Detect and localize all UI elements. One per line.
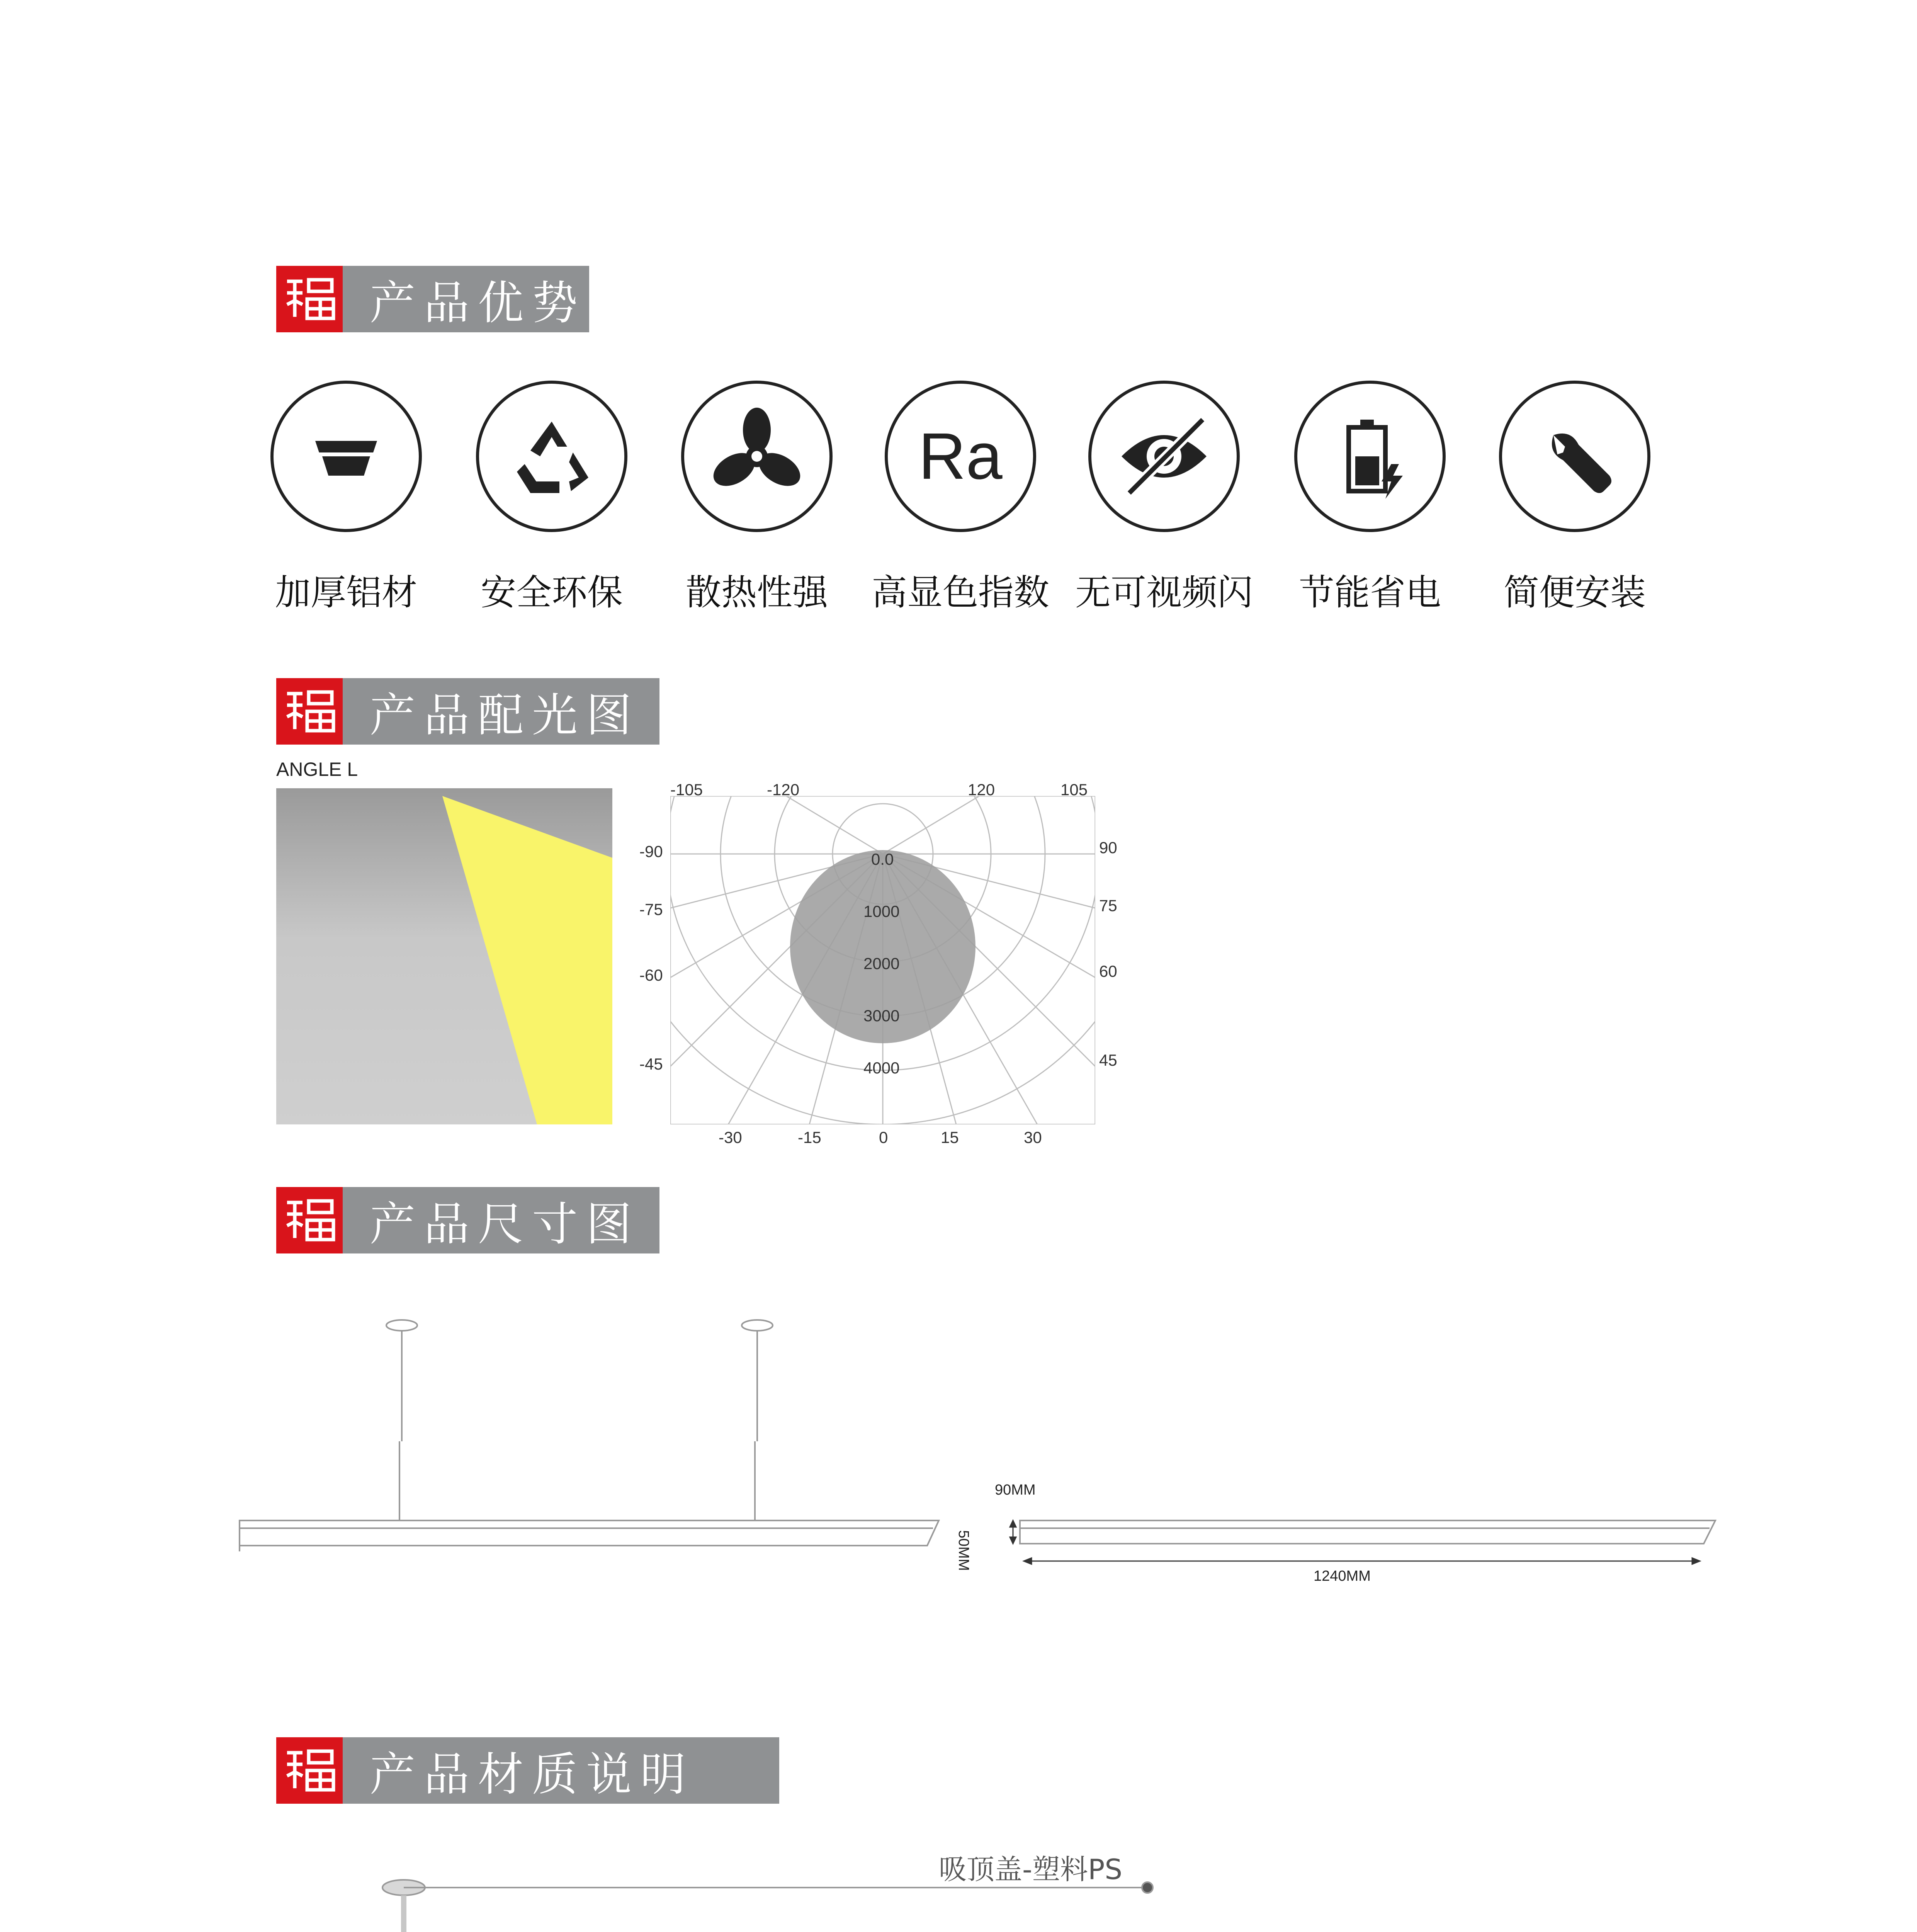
battery-icon	[1294, 381, 1446, 532]
feature-label: 节能省电	[1298, 572, 1441, 613]
brand-logo-icon	[276, 1187, 343, 1253]
callout-canopy: 吸顶盖-塑料PS	[939, 1853, 1123, 1886]
tick-label: -30	[719, 1128, 742, 1146]
dim-length-label: 1240MM	[1314, 1568, 1371, 1584]
radial-label: 2000	[863, 954, 900, 973]
section-title: 产品尺寸图	[343, 1187, 659, 1253]
tick-label: 30	[1024, 1128, 1042, 1146]
tick-label: -105	[670, 781, 703, 799]
section-title: 产品配光图	[343, 678, 659, 745]
tick-label: -90	[639, 842, 663, 861]
feature-label: 安全环保	[480, 572, 623, 613]
brand-logo-icon	[276, 266, 343, 332]
section-header-advantages	[276, 266, 589, 332]
section-header-dimensions	[276, 1187, 659, 1253]
tick-label: 105	[1060, 781, 1088, 799]
tick-label: -15	[798, 1128, 821, 1146]
recycle-icon	[476, 381, 627, 532]
radial-label: 1000	[863, 902, 900, 920]
radial-label: 3000	[863, 1007, 900, 1025]
polar-bottom-ticks	[670, 1128, 1095, 1144]
feature-label: 高显色指数	[871, 572, 1049, 613]
tick-label: -60	[639, 966, 663, 984]
polar-top-ticks	[670, 781, 1095, 799]
tick-label: 75	[1099, 896, 1117, 915]
section-title: 产品材质说明	[343, 1737, 779, 1804]
tick-label: 15	[941, 1128, 959, 1146]
feature-label: 散热性强	[685, 572, 828, 613]
aluminum-profile-icon	[270, 381, 422, 532]
tick-label: -75	[639, 900, 663, 918]
tick-label: 45	[1099, 1051, 1117, 1069]
tick-label: 90	[1099, 838, 1117, 857]
brand-logo-icon	[276, 1737, 343, 1804]
angle-label: ANGLE L	[276, 759, 358, 780]
tick-label: 120	[968, 781, 995, 799]
radial-label: 0.0	[871, 850, 894, 868]
tick-label: 0	[879, 1128, 888, 1146]
tick-label: -45	[639, 1055, 663, 1073]
brand-logo-icon	[276, 678, 343, 745]
pendant-product-illustration	[251, 1862, 1333, 1932]
wrench-icon	[1499, 381, 1650, 532]
feature-label: 无可视频闪	[1075, 572, 1253, 613]
tick-label: 60	[1099, 962, 1117, 980]
radial-label: 4000	[863, 1059, 900, 1077]
tick-label: -120	[767, 781, 800, 799]
section-title: 产品优势	[343, 266, 589, 332]
dim-height-label: 90MM	[995, 1482, 1036, 1498]
feature-label: 简便安装	[1503, 572, 1646, 613]
feature-label: 加厚铝材	[275, 572, 417, 613]
beam-angle-illustration	[276, 788, 612, 1124]
section-header-light-distribution	[276, 678, 659, 745]
no-flicker-eye-icon	[1088, 381, 1240, 532]
ra-icon: Ra	[885, 381, 1036, 532]
pendant-side-view-drawing	[232, 1314, 947, 1565]
section-header-materials	[276, 1737, 779, 1804]
dim-width-label: 50MM	[955, 1530, 972, 1571]
fan-icon	[681, 381, 833, 532]
